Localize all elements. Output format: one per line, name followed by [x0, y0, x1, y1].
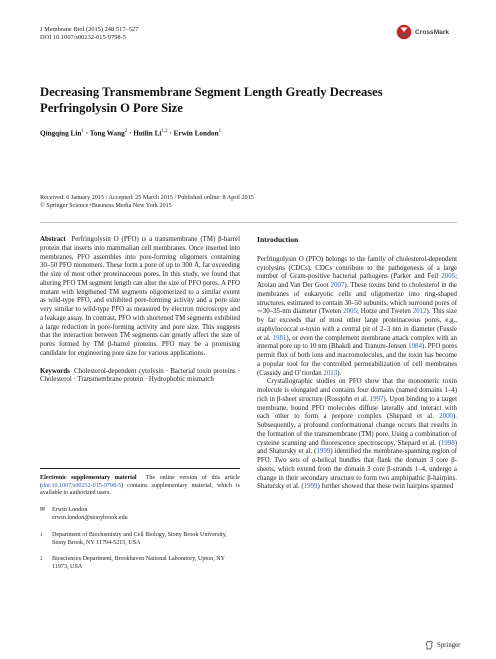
esm-text: ) contains supplementary material, which is available to authorized users.: [40, 482, 240, 497]
citation-link[interactable]: 1999: [316, 448, 331, 456]
publication-dates: [40, 194, 254, 211]
right-column: [257, 236, 457, 492]
affiliation-number: 1: [40, 533, 43, 538]
supplementary-note: [40, 468, 240, 498]
affiliation-number: 2: [40, 557, 43, 562]
affiliation-text: Department of Biochemistry and Cell Biology, Stony Brook University, Stony Brook, NY 11794-5215, USA: [52, 532, 227, 546]
intro-paragraph-1: Perfringolysin O (PFO) belongs to the family of cholesterol-dependent cytolysins (CDCs). CDCs contribute to the pathogenesis of a large number of Gram-positive bacterial pathogens (Parker and Feil 2005; Aroian and Van Der Goot 2007). These toxins bind to cholesterol in the membranes of eukaryotic cells and oligomerize into ring-shaped structures, estimated to contain 30–50 subunits, which surround pores of ∼30–35-nm diameter (Tweten 2005; Hotze and Tweten 2012). This size by far exceeds that of most other large proteinaceous pores, e.g., staphylococcal α-toxin with a central pit of 2–3 nm in diameter (Fussle et al. 1981), or even the complement membrane attack complex with an internal pore up to 10 nm (Bhakdi and Tranum-Jensen 1984). PFO pores permit flux of both ions and macromolecules, and the toxin has become a popular tool for the controlled permeabilization of cell membranes (Cassidy and O’riordan 2013).: [257, 255, 458, 377]
author-separator: ·: [83, 129, 90, 138]
correspondence-email[interactable]: erwin.london@stonybrook.edu: [52, 514, 128, 521]
citation-link[interactable]: 1998: [440, 439, 455, 447]
citation-link[interactable]: 2012: [412, 308, 427, 316]
citation-link[interactable]: 1997: [369, 395, 384, 403]
envelope-icon: ✉: [40, 507, 46, 513]
journal-doi: DOI 10.1007/s00232-015-9798-5: [40, 34, 126, 42]
copyright-line: © Springer Science+Business Media New York 2015: [40, 202, 172, 210]
citation-link[interactable]: 2007: [330, 282, 345, 289]
keywords: [40, 368, 240, 386]
received-accepted-line: Received: 6 January 2015 / Accepted: 25 March 2015 / Published online: 8 April 2015: [40, 194, 254, 201]
citation-link[interactable]: 2013: [323, 369, 338, 377]
citation-link[interactable]: 2000: [439, 413, 453, 421]
author-list: [40, 129, 221, 137]
citation-link[interactable]: 1981: [272, 334, 287, 342]
author-affil-ref: 1: [81, 129, 84, 134]
abstract: [40, 236, 240, 359]
author-separator: ·: [167, 129, 174, 138]
citation-link[interactable]: 1999: [303, 483, 318, 491]
author-affil-ref: 1: [218, 129, 222, 134]
esm-label: Electronic supplementary material: [40, 475, 137, 481]
author-affil-ref: 2: [124, 129, 128, 134]
left-column: [40, 236, 240, 385]
publisher-name: Springer: [437, 641, 461, 649]
author-affil-ref: 1,2: [161, 129, 168, 134]
journal-citation: J Membrane Biol (2015) 248:517–527: [40, 26, 139, 33]
crossmark-badge[interactable]: [396, 24, 449, 40]
esm-text: The online version of this article (: [40, 475, 240, 489]
correspondence: [40, 507, 240, 522]
introduction-heading: Introduction: [257, 235, 299, 244]
citation-link[interactable]: 2005: [441, 273, 456, 281]
author-name[interactable]: Huilin Li: [133, 129, 162, 138]
author-name[interactable]: Erwin London: [173, 129, 219, 138]
springer-horse-icon: [425, 640, 434, 650]
intro-paragraph-2: Crystallographic studies on PFO show that the monomeric toxin molecule is elongated and contains four domains (named domains 1–4) rich in β-sheet structure (Rossjohn et al. 1997). Upon binding to a target membrane, bound PFO molecules diffuse laterally and interact with each other to form a prepore complex (Shepard et al. 2000). Subsequently, a profound conformational change occurs that results in the formation of the transmembrane (TM) pore. Using a combination of cysteine scanning and fluorescence spectroscopy, Shepard et al. (1998) and Shatursky et al. (1999) identified the membrane-spanning region of PFO. Two sets of α-helical bundles that flank the domain 3 core β-sheets, which extend from the domain 3 core β-strands 1–4, undergo a change in their secondary structure to form two amphipathic β-hairpins. Shatursky et al. (1999) further showed that these twin hairpins spanned: [257, 378, 457, 491]
author-name[interactable]: Qingqing Lin: [40, 129, 82, 138]
keywords-label: Keywords: [40, 367, 70, 375]
article-title: Decreasing Transmembrane Segment Length Greatly Decreases Perfringolysin O Pore Size: [40, 85, 383, 115]
crossmark-icon: [396, 24, 412, 40]
crossmark-label: CrossMark: [415, 28, 450, 36]
journal-header: [40, 26, 138, 43]
esm-doi-link[interactable]: doi:10.1007/s00232-015-9798-5: [42, 482, 122, 489]
affiliation-text: Biosciences Department, Brookhaven National Laboratory, Upton, NY 11973, USA: [52, 556, 225, 570]
correspondence-name: Erwin London: [52, 507, 88, 513]
author-separator: ·: [127, 129, 134, 138]
abstract-label: Abstract: [40, 236, 66, 243]
publisher-footer: [425, 640, 460, 650]
citation-link[interactable]: 2005: [343, 308, 357, 316]
header-divider: [40, 222, 457, 223]
affiliation-2: [40, 556, 240, 571]
keywords-text: Cholesterol-dependent cytolysin · Bacterial toxin proteins · Cholesterol · Transmembrane protein · Hydrophobic mismatch: [40, 367, 240, 384]
citation-link[interactable]: 1984: [408, 343, 422, 351]
abstract-text: Perfringolysin O (PFO) is a transmembrane (TM) β-barrel protein that inserts into mammalian cell membranes. Once inserted into membranes, PFO assembles into pore-forming oligomers containing 30–50 PFO monomers. These form a pore of up to 300 Å, far exceeding the size of most other proteinaceous pores. In this study, we found that altering PFO TM segment length can alter the size of PFO pores. A PFO mutant with lengthened TM segments oligomerized to a similar extent as wild-type PFO, and exhibited pore-forming activity and a pore size very similar to wild-type PFO as measured by electron microscopy and a leakage assay. In contrast, PFO with shortened TM segments exhibited a large reduction in pore-forming activity and pore size. This suggests that the interaction between TM segments can greatly affect the size of pores formed by TM β-barrel proteins. PFO may be a promising candidate for engineering pore size for various applications.: [40, 236, 240, 357]
author-name[interactable]: Tong Wang: [89, 129, 125, 138]
affiliation-1: [40, 532, 240, 547]
